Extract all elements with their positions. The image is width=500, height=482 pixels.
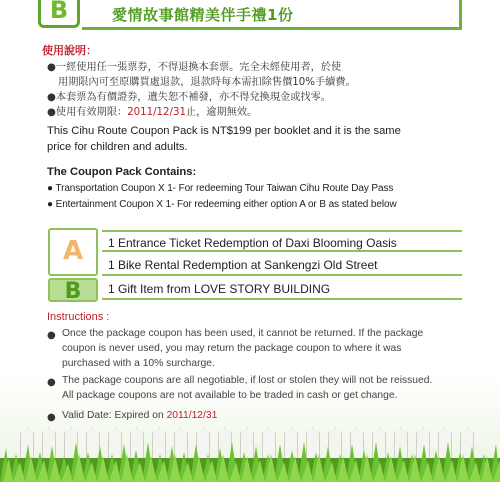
grass-decoration: [0, 440, 500, 482]
contains-heading: The Coupon Pack Contains:: [47, 166, 197, 178]
instruction-1-line-1: Once the package coupon has been used, it cannot be returned. If the package: [62, 328, 424, 339]
bullet-icon: ●: [47, 330, 56, 341]
price-line-2: price for children and adults.: [47, 141, 188, 153]
instructions-heading: Instructions :: [47, 311, 110, 323]
zh-line-2: 用期限內可至原購買處退款，退款時每本需扣除售價10%手續費。: [58, 77, 356, 88]
option-a-label: A: [48, 228, 98, 276]
option-a-row-2: 1 Bike Rental Redemption at Sankengzi Old Street: [102, 254, 462, 276]
gift-title: 愛情故事館精美伴手禮1份: [112, 6, 294, 24]
en-valid-date: 2011/12/31: [166, 410, 218, 421]
bullet-icon: ●: [47, 412, 56, 423]
zh-instructions-heading: 使用說明：: [42, 44, 97, 57]
option-a-row-1: 1 Entrance Ticket Redemption of Daxi Blooming Oasis: [102, 230, 462, 252]
bullet-icon: ●: [47, 377, 56, 388]
zh-line-1: ●一經使用任一張票券，不得退換本套票。完全未經使用者，於使: [47, 62, 342, 73]
option-b-row: 1 Gift Item from LOVE STORY BUILDING: [102, 278, 462, 300]
top-banner: [0, 0, 500, 30]
instruction-2-line-1: The package coupons are all negotiable, if lost or stolen they will not be reissued.: [62, 375, 433, 386]
instruction-1-line-3: purchased with a 10% surcharge.: [62, 358, 215, 369]
contents-item-2: ● Entertainment Coupon X 1- For redeeming either option A or B as stated below: [47, 199, 397, 210]
options-table: [48, 228, 460, 304]
instruction-3: Valid Date: Expired on 2011/12/31: [62, 410, 218, 421]
zh-valid-date: 2011/12/31: [127, 107, 186, 118]
top-title-bar: [82, 0, 462, 30]
zh-line-3: ●本套票為有價證券，遺失恕不補發，亦不得兌換現金或找零。: [47, 92, 331, 103]
price-line-1: This Cihu Route Coupon Pack is NT$199 per booklet and it is the same: [47, 125, 401, 137]
option-b-label: B: [48, 278, 98, 302]
instruction-1-line-2: coupon is never used, you may return the package coupon to where it was: [62, 343, 402, 354]
contents-item-1: ● Transportation Coupon X 1- For redeeming Tour Taiwan Cihu Route Day Pass: [47, 183, 394, 194]
zh-line-4: ●使用有效期限：2011/12/31止，逾期無效。: [47, 107, 258, 118]
instruction-2-line-2: All package coupons are not available to be traded in cash or get change.: [62, 390, 398, 401]
option-b-badge: B: [38, 0, 80, 28]
